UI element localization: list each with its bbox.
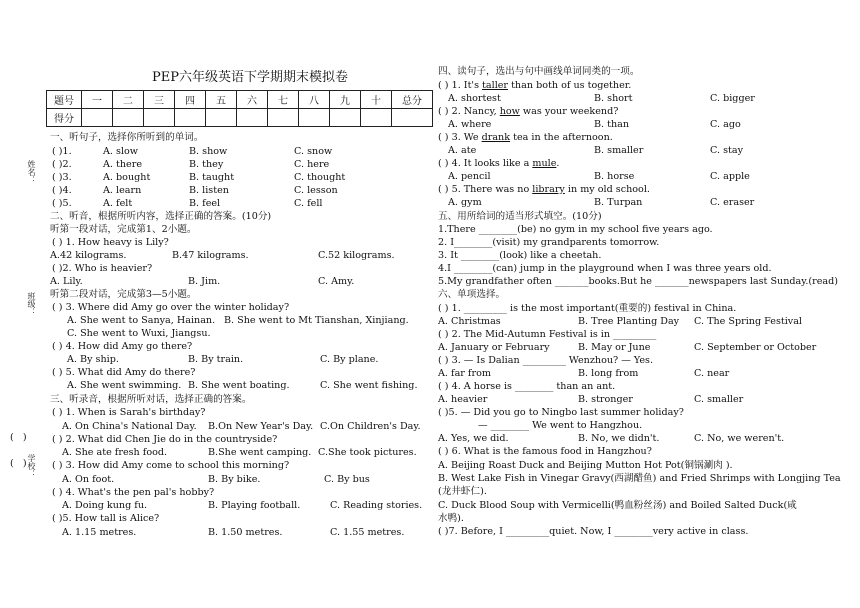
score-cell: 三: [144, 91, 175, 109]
option-b: B. show: [189, 146, 228, 157]
option-c: C. The Spring Festival: [694, 316, 803, 327]
option-b: B. horse: [594, 171, 635, 182]
option-b: B. listen: [189, 185, 229, 196]
option-c: C. here: [294, 159, 330, 170]
score-blank[interactable]: [82, 109, 113, 127]
score-label: 得分: [47, 109, 82, 127]
option-a: A. where: [448, 119, 492, 130]
option-c: C.On Children's Day.: [320, 421, 421, 432]
question-text: tea in the afternoon.: [510, 132, 613, 143]
question-text: in my old school.: [564, 184, 650, 195]
option-b: B.47 kilograms.: [172, 250, 249, 261]
question-text: ( ) 4. It looks like a: [438, 158, 533, 169]
fill-blank-item: 5.My grandfather often _______books.But he _______newspapers last Sunday.(read): [438, 276, 839, 287]
option-c: C. fell: [294, 198, 323, 209]
section-3-title: 三、听录音，根据所听对话，选择正确的答案。: [50, 394, 252, 405]
option-b: B. She went to Mt Tianshan, Xinjiang.: [224, 315, 409, 326]
option-b: B. Turpan: [594, 197, 643, 208]
option-c-cont: 水鸭).: [438, 513, 464, 524]
score-table: [46, 90, 433, 127]
option-c: C. apple: [710, 171, 750, 182]
option-a: A. Doing kung fu.: [62, 500, 148, 511]
option-c: C. By plane.: [320, 354, 379, 365]
score-blank[interactable]: [361, 109, 392, 127]
question: ( ) 5. What did Amy do there?: [52, 367, 196, 378]
option-b: B. 1.50 metres.: [208, 527, 283, 538]
question-number: ( )2.: [52, 159, 72, 170]
score-cell: 八: [299, 91, 330, 109]
option-b: B. stronger: [578, 394, 633, 405]
option-b: B. Jim.: [188, 276, 221, 287]
option-a: A. Christmas: [438, 316, 501, 327]
question: ( ) 1. When is Sarah's birthday?: [52, 407, 206, 418]
option-a: A. ate: [448, 145, 477, 156]
question-text: ( ) 2. Nancy,: [438, 106, 500, 117]
option-a: A. far from: [438, 368, 491, 379]
score-cell: 九: [330, 91, 361, 109]
question: ( ) 3. How did Amy come to school this morning?: [52, 460, 290, 471]
underlined-word: drank: [481, 132, 511, 143]
option-c: C. September or October: [694, 342, 817, 353]
side-bracket: ( ): [10, 432, 27, 443]
question-text: than both of us together.: [508, 80, 632, 91]
section-1-title: 一、听句子，选择你所听到的单词。: [50, 132, 204, 143]
option-b: B. No, we didn't.: [578, 433, 660, 444]
option-a: A. January or February: [438, 342, 550, 353]
fill-blank-item: 3. It ________(look) like a cheetah.: [438, 250, 602, 261]
option-c: C. Amy.: [318, 276, 355, 287]
option-c: C. eraser: [710, 197, 755, 208]
answer-line: — ________ We went to Hangzhou.: [478, 420, 643, 431]
underlined-word: taller: [482, 80, 509, 91]
option-b: B. than: [594, 119, 630, 130]
score-blank[interactable]: [206, 109, 237, 127]
option-a: A. She went swimming.: [67, 380, 182, 391]
question-number: ( )3.: [52, 172, 72, 183]
option-c: C.52 kilograms.: [318, 250, 395, 261]
question-number: ( )4.: [52, 185, 72, 196]
score-blank[interactable]: [392, 109, 433, 127]
question-number: ( )1.: [52, 146, 72, 157]
score-blank[interactable]: [330, 109, 361, 127]
option-c: C. ago: [710, 119, 741, 130]
option-a: A. She ate fresh food.: [62, 447, 168, 458]
option-b: B. smaller: [594, 145, 644, 156]
question: ( ) 6. What is the famous food in Hangzhou?: [438, 446, 652, 457]
option-b: B. long from: [578, 368, 639, 379]
score-cell: 一: [82, 91, 113, 109]
option-a: A. Lily.: [50, 276, 83, 287]
page-title: PEP六年级英语下学期期末模拟卷: [152, 70, 348, 85]
question-number: ( )5.: [52, 198, 72, 209]
option-b: B. feel: [189, 198, 221, 209]
question: ( )5. How tall is Alice?: [52, 513, 160, 524]
option-b: B. She went boating.: [188, 380, 290, 391]
option-c: C. She went fishing.: [320, 380, 418, 391]
question: ( ) 1. _________ is the most important(重要的) festival in China.: [438, 303, 737, 314]
question: ( ) 2. The Mid-Autumn Festival is in _________: [438, 329, 657, 340]
option-b: B.She went camping.: [208, 447, 312, 458]
score-cell: 题号: [47, 91, 82, 109]
option-a: A. On foot.: [62, 474, 115, 485]
question: ( ) 2. What did Chen Jie do in the countryside?: [52, 434, 278, 445]
option-b: B. By bike.: [208, 474, 261, 485]
option-b: B. West Lake Fish in Vinegar Gravy(西湖醋鱼) and Fried Shrimps with Longjing Tea: [438, 473, 841, 484]
instruction: 听第二段对话，完成第3—5小题。: [50, 289, 197, 300]
question: [438, 132, 613, 144]
option-b: B. Tree Planting Day: [578, 316, 680, 327]
score-blank[interactable]: [113, 109, 144, 127]
option-a: A. 1.15 metres.: [62, 527, 137, 538]
score-blank[interactable]: [268, 109, 299, 127]
option-c: C. By bus: [324, 474, 370, 485]
side-class-label: 班级：: [27, 292, 36, 316]
question-text: ( ) 1. It's: [438, 80, 483, 91]
option-c: C. 1.55 metres.: [330, 527, 405, 538]
question: ( )2. Who is heavier?: [52, 263, 153, 274]
option-a: A. shortest: [448, 93, 501, 104]
option-a: A. felt: [103, 198, 133, 209]
score-blank[interactable]: [299, 109, 330, 127]
score-blank[interactable]: [237, 109, 268, 127]
option-c: C. smaller: [694, 394, 744, 405]
option-a: A. slow: [103, 146, 139, 157]
option-b: B. By train.: [188, 354, 244, 365]
option-c: C.She took pictures.: [318, 447, 417, 458]
option-c: C. bigger: [710, 93, 755, 104]
option-b: B. Playing football.: [208, 500, 301, 511]
fill-blank-item: 1.There ________(be) no gym in my school five years ago.: [438, 224, 713, 235]
option-a: A. heavier: [438, 394, 488, 405]
option-a: A. Beijing Roast Duck and Beijing Mutton Hot Pot(铜锅涮肉 ).: [438, 460, 733, 471]
score-table-row: [47, 109, 433, 127]
option-b: B. they: [189, 159, 224, 170]
option-a: A. gym: [448, 197, 482, 208]
option-a: A. By ship.: [67, 354, 119, 365]
option-c: C. thought: [294, 172, 346, 183]
score-cell: 七: [268, 91, 299, 109]
option-c: C. No, we weren't.: [694, 433, 785, 444]
section-6-title: 六、单项选择。: [438, 289, 506, 300]
score-cell: 十: [361, 91, 392, 109]
option-a: A. She went to Sanya, Hainan.: [67, 315, 216, 326]
option-c: C. near: [694, 368, 730, 379]
instruction: 听第一段对话，完成第1、2小题。: [50, 224, 197, 235]
score-cell: 二: [113, 91, 144, 109]
question: ( ) 1. How heavy is Lily?: [52, 237, 169, 248]
question: ( ) 3. — Is Dalian _________ Wenzhou? — Yes.: [438, 355, 654, 366]
underlined-word: how: [499, 106, 520, 117]
option-b: B. May or June: [578, 342, 651, 353]
side-school-label: 学校：: [27, 454, 36, 478]
option-c: C. stay: [710, 145, 744, 156]
question: ( ) 4. What's the pen pal's hobby?: [52, 487, 215, 498]
question: ( ) 4. A horse is ________ than an ant.: [438, 381, 616, 392]
question: [438, 158, 559, 170]
score-cell: 总分: [392, 91, 433, 109]
question-text: ( ) 3. We: [438, 132, 482, 143]
question: ( )5. — Did you go to Ningbo last summer holiday?: [438, 407, 684, 418]
side-bracket: ( ): [10, 458, 27, 469]
option-a: A. bought: [103, 172, 151, 183]
option-c: C. Duck Blood Soup with Vermicelli(鸭血粉丝汤) and Boiled Salted Duck(咸: [438, 500, 797, 511]
question: [438, 106, 618, 118]
option-a: A.42 kilograms.: [50, 250, 127, 261]
score-cell: 五: [206, 91, 237, 109]
score-cell: 四: [175, 91, 206, 109]
option-b: B.On New Year's Day.: [208, 421, 314, 432]
underlined-word: mule: [532, 158, 557, 169]
score-table-header-row: [47, 91, 433, 109]
option-c: C. Reading stories.: [330, 500, 423, 511]
section-4-title: 四、读句子，选出与句中画线单词同类的一项。: [438, 66, 640, 77]
score-cell: 六: [237, 91, 268, 109]
option-a: A. learn: [103, 185, 142, 196]
option-b: B. taught: [189, 172, 235, 183]
question: [438, 80, 631, 92]
question: ( ) 4. How did Amy go there?: [52, 341, 193, 352]
question: [438, 184, 650, 196]
option-c: C. She went to Wuxi, Jiangsu.: [67, 328, 211, 339]
fill-blank-item: 2. I________(visit) my grandparents tomorrow.: [438, 237, 660, 248]
question-text: ( ) 5. There was no: [438, 184, 533, 195]
score-blank[interactable]: [144, 109, 175, 127]
question: ( )7. Before, I _________quiet. Now, I ________very active in class.: [438, 526, 749, 537]
option-a: A. there: [103, 159, 143, 170]
fill-blank-item: 4.I ________(can) jump in the playground when I was three years old.: [438, 263, 772, 274]
option-c: C. snow: [294, 146, 333, 157]
option-b: B. short: [594, 93, 633, 104]
section-5-title: 五、用所给词的适当形式填空。(10分): [438, 211, 602, 222]
option-b-cont: (龙井虾仁).: [438, 486, 487, 497]
option-a: A. pencil: [448, 171, 491, 182]
question-text: .: [556, 158, 560, 169]
option-a: A. Yes, we did.: [438, 433, 509, 444]
question-text: was your weekend?: [519, 106, 619, 117]
side-name-label: 姓名：: [27, 160, 36, 184]
option-c: C. lesson: [294, 185, 338, 196]
option-a: A. On China's National Day.: [62, 421, 197, 432]
question: ( ) 3. Where did Amy go over the winter holiday?: [52, 302, 290, 313]
underlined-word: library: [532, 184, 565, 195]
section-2-title: 二、听音，根据所听内容，选择正确的答案。(10分): [50, 211, 272, 222]
score-blank[interactable]: [175, 109, 206, 127]
